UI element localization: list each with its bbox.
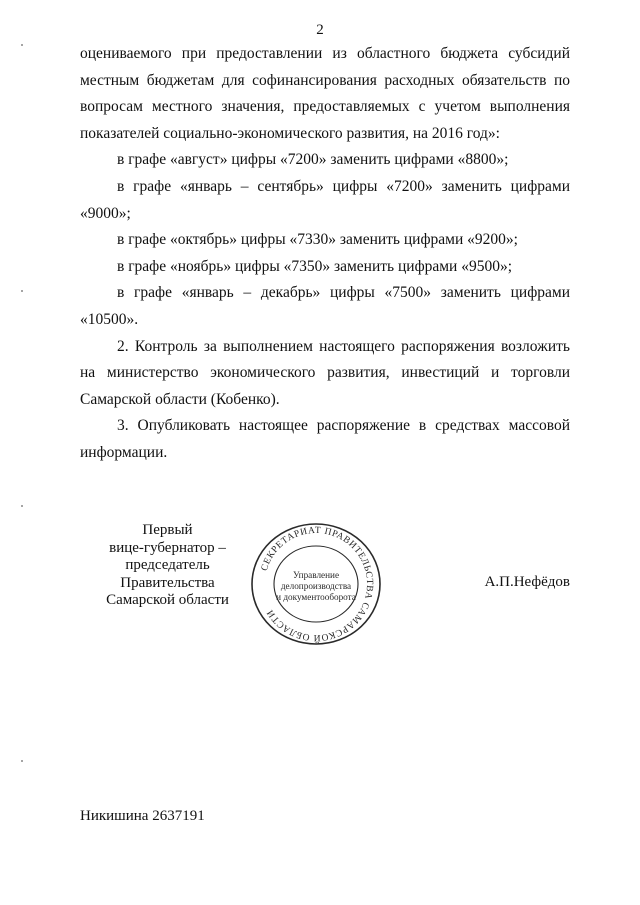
paragraph-publication-clause: 3. Опубликовать настоящее распоряжение в средствах массовой информации. [80,417,570,461]
paragraph-amendment-october: в графе «октябрь» цифры «7330» заменить цифрами «9200»; [117,231,518,249]
left-margin-mark-2 [21,290,23,292]
left-margin-mark-4 [21,760,23,762]
signatory-position [80,522,255,610]
paragraph-amendment-november: в графе «ноябрь» цифры «7350» заменить цифрами «9500»; [117,257,513,275]
paragraph-amendment-jan-dec: в графе «январь – декабрь» цифры «7500» заменить цифрами «10500». [80,284,570,328]
seal-ring-text: СЕКРЕТАРИАТ ПРАВИТЕЛЬСТВА САМАРСКОЙ ОБЛАСТИ [259,525,375,643]
paragraph-amendment-jan-sep: в графе «январь – сентябрь» цифры «7200» заменить цифрами «9000»; [80,177,570,222]
paragraph-control-clause: 2. Контроль за выполнением настоящего распоряжения возложить на министерство экономического развития, инвестиций и торговли Самарской области (Кобенко). [80,337,570,408]
left-margin-mark-3 [21,505,23,507]
position-line: вице-губернатор – [109,539,226,556]
seal-graphic [249,522,383,646]
left-margin-mark-1 [21,44,23,46]
official-seal-stamp [249,522,383,646]
seal-center-line: и документооборота [276,592,356,602]
seal-center-line: делопроизводства [280,581,352,591]
paragraph-amendment-august: в графе «август» цифры «7200» заменить цифрами «8800»; [117,151,509,169]
executor-contact: Никишина 2637191 [80,808,205,824]
document-body [80,41,570,467]
position-line: председатель Правительства [120,557,215,591]
page-number: 2 [316,22,324,38]
position-line: Первый [142,522,193,538]
paragraph-continuation: оцениваемого при предоставлении из областного бюджета субсидий местным бюджетам для софинансирования расходных обязательств по вопросам местного значения, предоставляемых с учетом выполнения показателей социально-экономического развития, на 2016 год»: [80,45,570,142]
signatory-name: А.П.Нефёдов [484,574,570,590]
position-line: Самарской области [106,592,229,608]
seal-center-line: Управление [292,570,340,580]
